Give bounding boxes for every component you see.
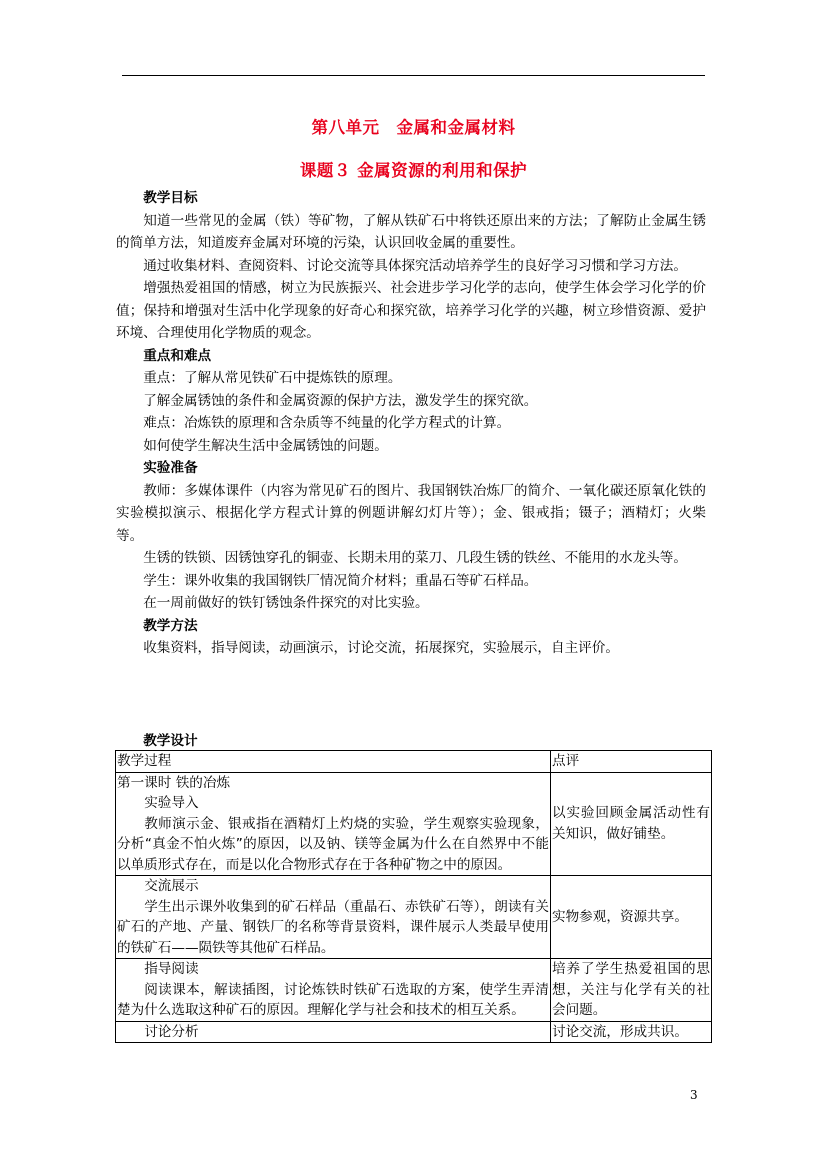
column-header-comment: 点评	[551, 751, 712, 773]
methods-heading: 教学方法	[143, 617, 198, 634]
process-cell	[116, 772, 551, 876]
comment-text: 讨论交流，形成共识。	[552, 1023, 688, 1040]
lesson-body	[116, 187, 706, 660]
header-rule	[122, 75, 705, 76]
comment-cell	[551, 772, 712, 876]
comment-text: 以实验回顾金属活动性有关知识，做好铺垫。	[552, 805, 710, 842]
comment-cell	[551, 959, 712, 1022]
key-points-heading: 重点和难点	[143, 347, 212, 364]
objectives-paragraph: 通过收集材料、查阅资料、讨论交流等具体探究活动培养学生的良好学习习惯和学习方法。	[143, 257, 687, 274]
process-cell	[116, 1021, 551, 1043]
process-cell	[116, 959, 551, 1022]
page-number: 3	[690, 1088, 698, 1102]
step-title: 指导阅读	[144, 961, 199, 977]
preparation-paragraph: 在一周前做好的铁钉锈蚀条件探究的对比实验。	[143, 595, 429, 611]
comment-cell	[551, 876, 712, 959]
methods-paragraph: 收集资料，指导阅读，动画演示，讨论交流，拓展探究，实验展示，自主评价。	[143, 640, 619, 656]
step-text: 学生出示课外收集到的矿石样品（重晶石、赤铁矿石等），朗读有关矿石的产地、产量、钢铁厂的名称等背景资料，课件展示人类最早使用的铁矿石——陨铁等其他矿石样品。	[117, 898, 549, 956]
step-title: 讨论分析	[144, 1023, 199, 1040]
column-header-process: 教学过程	[116, 751, 551, 773]
design-table	[115, 750, 712, 1043]
lesson-period-title: 第一课时 铁的冶炼	[117, 774, 231, 791]
preparation-paragraph: 学生：课外收集的我国钢铁厂情况简介材料；重晶石等矿石样品。	[143, 572, 538, 589]
key-points-paragraph: 了解金属锈蚀的条件和金属资源的保护方法，激发学生的探究欲。	[143, 392, 538, 409]
table-header-row	[116, 751, 712, 773]
step-text: 教师演示金、银戒指在酒精灯上灼烧的实验，学生观察实验现象，分析“真金不怕火炼”的原因，以及钠、镁等金属为什么在自然界中不能以单质形式存在，而是以化合物形式存在于各种矿物之中的原因。	[117, 815, 549, 873]
objectives-paragraph: 增强热爱祖国的情感，树立为民族振兴、社会进步学习化学的志向，使学生体会学习化学的价值；保持和增强对生活中化学现象的好奇心和探究欲，培养学习化学的兴趣，树立珍惜资源、爱护环境、合理使用化学物质的观念。	[116, 280, 706, 341]
table-row	[116, 959, 712, 1022]
preparation-paragraph: 生锈的铁锁、因锈蚀穿孔的铜壶、长期未用的菜刀、几段生锈的铁丝、不能用的水龙头等。	[143, 550, 687, 566]
table-row	[116, 772, 712, 876]
step-title: 交流展示	[144, 878, 199, 894]
key-points-paragraph: 重点：了解从常见铁矿石中提炼铁的原理。	[143, 370, 402, 386]
key-points-paragraph: 如何使学生解决生活中金属锈蚀的问题。	[143, 437, 388, 454]
preparation-paragraph: 教师：多媒体课件（内容为常见矿石的图片、我国钢铁冶炼厂的简介、一氧化碳还原氧化铁的实验模拟演示、根据化学方程式计算的例题讲解幻灯片等）；金、银戒指；镊子；酒精灯；火柴等。	[116, 482, 706, 544]
step-text: 阅读课本，解读插图，讨论炼铁时铁矿石选取的方案，使学生弄清楚为什么选取这种矿石的原因。理解化学与社会和技术的相互关系。	[117, 981, 549, 1018]
comment-cell	[551, 1021, 712, 1043]
preparation-heading: 实验准备	[143, 460, 198, 476]
comment-text: 实物参观，资源共享。	[552, 908, 688, 925]
process-cell	[116, 876, 551, 959]
step-title: 实验导入	[144, 795, 199, 811]
key-points-paragraph: 难点：冶炼铁的原理和含杂质等不纯量的化学方程式的计算。	[143, 415, 511, 431]
table-row	[116, 876, 712, 959]
objectives-heading: 教学目标	[143, 190, 198, 206]
lesson-title: 课题３ 金属资源的利用和保护	[299, 161, 528, 180]
unit-title: 第八单元 金属和金属材料	[311, 118, 516, 137]
design-heading: 教学设计	[143, 733, 198, 749]
objectives-paragraph: 知道一些常见的金属（铁）等矿物，了解从铁矿石中将铁还原出来的方法；了解防止金属生锈的简单方法，知道废弃金属对环境的污染，认识回收金属的重要性。	[116, 212, 706, 251]
table-row	[116, 1021, 712, 1043]
comment-text: 培养了学生热爱祖国的思想，关注与化学有关的社会问题。	[552, 961, 710, 1018]
